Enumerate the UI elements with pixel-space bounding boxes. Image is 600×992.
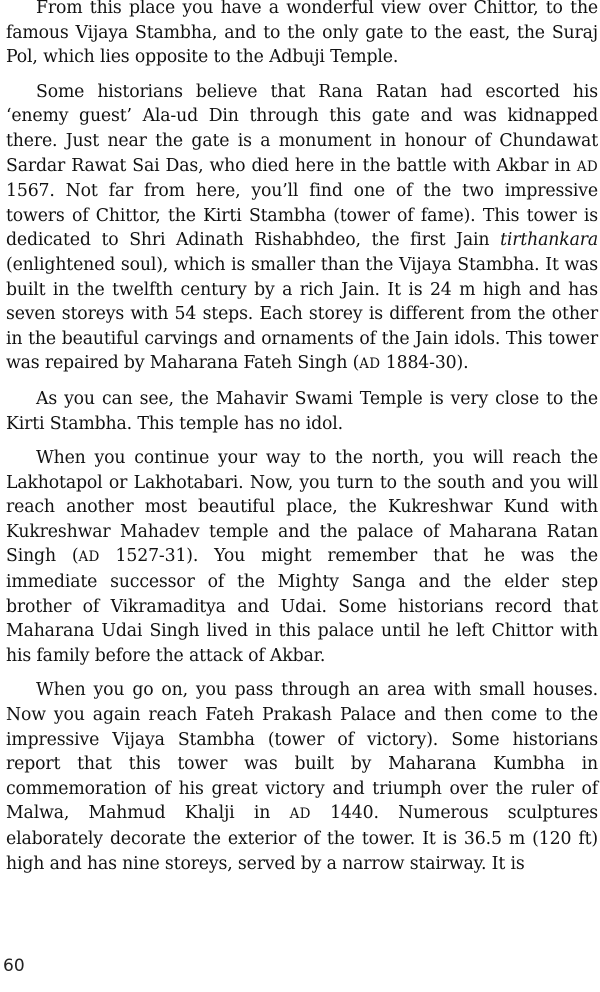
italic-term: tirthankara — [500, 230, 598, 251]
text-run: When you go on, you pass through an area with small houses. Now you again reach Fateh Prakash Palace and then come to the impressive Vijaya Stambha (tower of victory). Some historians report that this tower was built by Maharana Kumbha in commemoration of his great victory and triumph over the ruler of Malwa, Mahmud Khalji in — [6, 680, 598, 824]
paragraph — [6, 0, 598, 70]
text-run: 1440. Numerous sculptures elaborately decorate the exterior of the tower. It is 36.5 m (120 ft) high and has nine storeys, served by a narrow stairway. It is — [6, 803, 598, 874]
paragraph — [6, 80, 598, 377]
paragraph — [6, 678, 598, 876]
paragraph — [6, 387, 598, 436]
text-run: 1527-31). You might remember that he was the immediate successor of the Mighty Sanga and the elder step brother of Vikramaditya and Udai. Some historians record that Maharana Udai Singh lived in this palace until he left Chittor with his family before the attack of Akbar. — [6, 546, 599, 666]
text-run: As you can see, the Mahavir Swami Temple is very close to the Kirti Stambha. This temple has no idol. — [6, 388, 598, 434]
text-run: (enlightened soul), which is smaller than the Vijaya Stambha. It was built in the twelfth century by a rich Jain. It is 24 m high and has seven storeys with 54 steps. Each storey is different from the other in the beautiful carvings and ornaments of the Jain idols. This tower was repaired by Maharana Fateh Singh ( — [6, 254, 598, 374]
era-abbreviation: AD — [78, 549, 100, 566]
text-run: When you continue your way to the north, you will reach the Lakhotapol or Lakhotabari. Now, you turn to the south and you will reach another most beautiful place, the Kukreshwar Kund with Kukreshwar Mahadev temple and the palace of Maharana Ratan Singh ( — [6, 448, 598, 567]
page-number: 60 — [3, 956, 25, 976]
body-text — [6, 0, 598, 876]
era-abbreviation: AD — [576, 158, 598, 175]
paragraph — [6, 446, 598, 668]
text-run: Some historians believe that Rana Ratan had escorted his ‘enemy guest’ Ala-ud Din through this gate and was kidnapped there. Just near the gate is a monument in honour of Chundawat Sardar Rawat Sai Das, who died here in the battle with Akbar in — [6, 81, 598, 176]
text-run: 1567. Not far from here, you’ll find one of the two impressive towers of Chittor, the Kirti Stambha (tower of fame). This tower is dedicated to Shri Adinath Rishabhdeo, the first Jain — [6, 181, 598, 251]
era-abbreviation: AD — [359, 356, 381, 373]
era-abbreviation: AD — [289, 806, 311, 823]
text-run: From this place you have a wonderful view over Chittor, to the famous Vijaya Stambha, and to the only gate to the east, the Suraj Pol, which lies opposite to the Adbuji Temple. — [6, 0, 598, 68]
text-run: 1884-30). — [380, 353, 469, 374]
